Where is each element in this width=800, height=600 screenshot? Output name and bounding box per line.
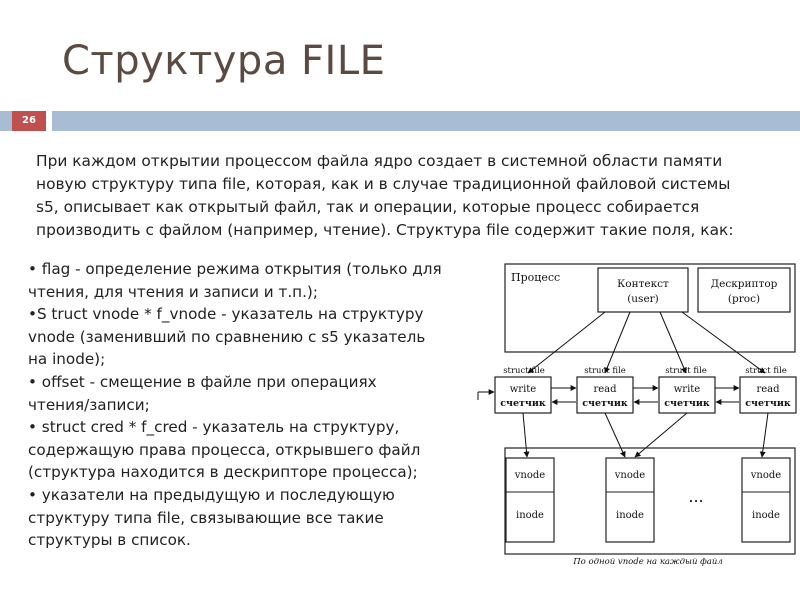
bullet-line: структуру типа file, связывающие все такие bbox=[28, 508, 384, 527]
bullet-line: • struct cred * f_cred - указатель на структуру, bbox=[28, 418, 400, 437]
inode-label: inode bbox=[752, 510, 780, 521]
header-bar-right bbox=[52, 111, 800, 131]
diagram-svg bbox=[470, 252, 800, 570]
vnode-label: vnode bbox=[514, 470, 546, 481]
struct-file-label: struct file bbox=[584, 366, 626, 376]
diagram-caption: По одной vnode на каждый файл bbox=[573, 557, 723, 567]
inode-label: inode bbox=[516, 510, 544, 521]
intro-line: производить с файлом (например, чтение). Структура file содержит такие поля, как: bbox=[36, 221, 734, 239]
slide-number-badge: 26 bbox=[12, 111, 46, 131]
bullet-line: •S truct vnode * f_vnode - указатель на структуру bbox=[28, 305, 424, 324]
context-sublabel: (user) bbox=[627, 293, 659, 305]
process-label: Процесс bbox=[511, 271, 561, 284]
file-box-counter: счетчик bbox=[500, 398, 546, 409]
vnode-label: vnode bbox=[614, 470, 646, 481]
context-label: Контекст bbox=[617, 278, 669, 290]
vnode-arrow bbox=[762, 413, 768, 457]
file-box-counter: счетчик bbox=[582, 398, 628, 409]
file-box-op: write bbox=[509, 384, 537, 395]
bullet-line: (структура находится в дескрипторе процесса); bbox=[28, 463, 418, 482]
struct-file-label: struct file bbox=[665, 366, 707, 376]
bullet-line: vnode (заменивший по сравнению с s5 указатель bbox=[28, 327, 426, 346]
vnode-arrow bbox=[635, 413, 687, 457]
slide-title: Структура FILE bbox=[62, 38, 386, 84]
bullet-line: чтения/записи; bbox=[28, 395, 150, 414]
inode-label: inode bbox=[616, 510, 644, 521]
bullet-line: содержащую права процесса, открывшего файл bbox=[28, 440, 421, 459]
file-box-counter: счетчик bbox=[664, 398, 710, 409]
vnode-arrow bbox=[605, 413, 625, 457]
intro-paragraph bbox=[36, 150, 776, 242]
file-box-op: read bbox=[756, 384, 780, 395]
context-box bbox=[598, 268, 688, 312]
header-bar-left bbox=[0, 111, 12, 131]
bullet-line: • flag - определение режима открытия (только для bbox=[28, 260, 442, 278]
ellipsis: ... bbox=[688, 487, 704, 506]
bullet-line: чтения, для чтения и записи и т.п.); bbox=[28, 282, 318, 301]
bullet-line: структуры в список. bbox=[28, 531, 191, 550]
intro-line: s5, описывает как открытый файл, так и операции, которые процесс собирается bbox=[36, 198, 700, 216]
file-box-op: read bbox=[593, 384, 617, 395]
struct-file-label: struct file bbox=[745, 366, 787, 376]
bullet-line: на inode); bbox=[28, 350, 106, 369]
descriptor-sublabel: (proc) bbox=[727, 293, 761, 305]
struct-file-label: struct file bbox=[503, 366, 545, 376]
intro-line: новую структуру типа file, которая, как и в случае традиционной файловой системы bbox=[36, 175, 731, 193]
file-structure-diagram bbox=[470, 252, 800, 570]
file-box-counter: счетчик bbox=[745, 398, 791, 409]
file-box-op: write bbox=[673, 384, 701, 395]
vnode-label: vnode bbox=[750, 470, 782, 481]
vnode-arrow bbox=[523, 413, 527, 457]
bullet-line: • указатели на предыдущую и последующую bbox=[28, 485, 395, 504]
descriptor-label: Дескриптор bbox=[710, 278, 778, 290]
descriptor-box bbox=[698, 268, 790, 312]
field-bullet-list bbox=[28, 258, 468, 552]
bullet-line: • offset - смещение в файле при операциях bbox=[28, 372, 377, 391]
intro-line: При каждом открытии процессом файла ядро создает в системной области памяти bbox=[36, 152, 723, 170]
